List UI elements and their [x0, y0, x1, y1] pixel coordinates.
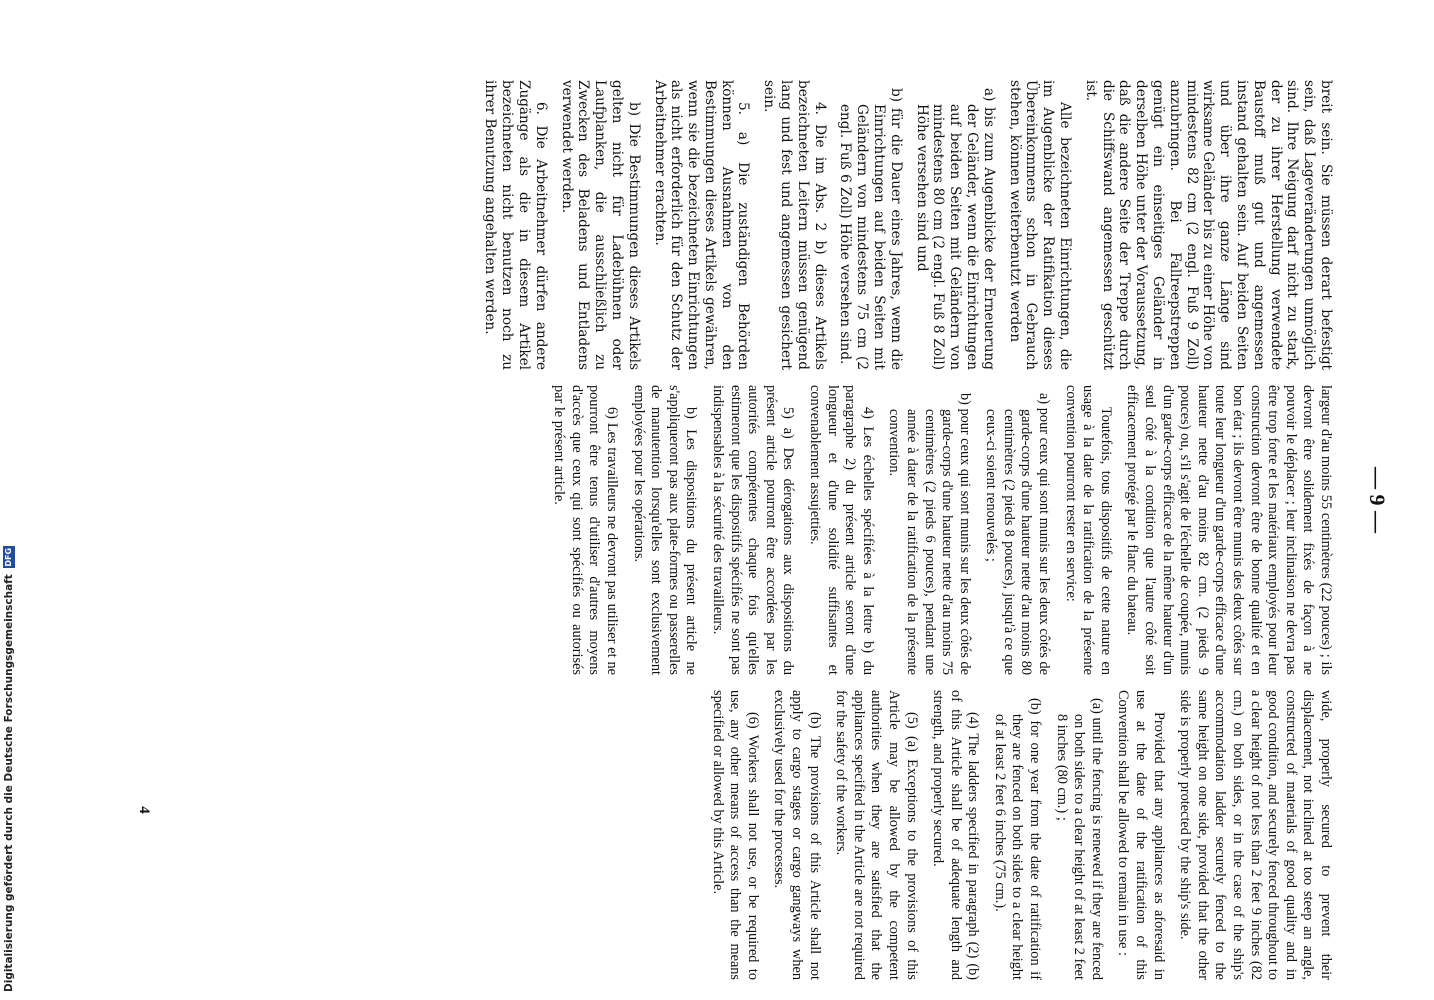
english-list-item: (b) for one year from the date of ratification if they are fenced on both sides to a clear height of at least 2 feet 6 inches (75 cm.).: [991, 698, 1044, 980]
french-paragraph: largeur d'au moins 55 centimètres (22 pouces) ; ils devront être solidement fixés de façon à ne pouvoir le déplacer ; leur inclinaison ne devra pas être trop forte et les matériaux employés pour leur construction devront être de bonne qualité et en bon état ; ils devront être munis des deux côtés sur toute leur longueur d'un garde-corps efficace d'une hauteur nette d'au moins 82 cm. (2 pieds 9 pouces) ou, s'il s'agit de l'échelle de coupée, munis d'un garde-corps efficace de la même hauteur d'un seul côté à la condition que l'autre côté soit efficacement protégé par le flanc du bateau.: [1124, 385, 1334, 675]
signature-mark: 4: [136, 806, 152, 814]
french-paragraph: 5) a) Des dérogations aux dispositions du présent article pourront être accordées par les autorités compétentes chaque fois qu'elles estimeront que les dispositifs spécifiés ne sont pas indispensables à la sécurité des travailleurs.: [710, 385, 797, 675]
german-paragraph: 4. Die im Abs. 2 b) dieses Artikels bezeichneten Leitern müssen genügend lang und fest und angemessen gesichert sein.: [761, 80, 828, 370]
french-paragraph: 6) Les travailleurs ne devront pas utiliser et ne pourront être tenus d'utiliser d'autres moyens d'accès que ceux qui sont spécifiés ou autorisés par le présent article.: [551, 385, 621, 675]
english-paragraph: (6) Workers shall not use, or be required to use, any other means of access than the means specified or allowed by this Article.: [709, 690, 761, 980]
credit-text: Digitalisierung gefördert durch die Deutsche Forschungsgemeinschaft: [3, 574, 15, 992]
english-column: [699, 690, 1334, 980]
english-list-item: (a) until the fencing is renewed if they are fenced on both sides to a clear height of at least 2 feet 8 inches (80 cm.) ;: [1053, 698, 1105, 980]
german-paragraph: 5. a) Die zuständigen Behörden können Ausnahmen von den Bestimmungen dieses Artikels gewähren, wenn sie die bezeichneten Einrichtungen als nicht erforderlich für den Schutz der Arbeitnehmer erachten.: [651, 80, 752, 370]
german-paragraph: b) Die Bestimmungen dieses Artikels gelten nicht für Ladebühnen oder Laufplanken, die ausschließlich zu Zwecken des Beladens und Entladens verwendet werden.: [558, 80, 642, 370]
german-paragraph: 6. Die Arbeitnehmer dürfen andere Zugänge als die in diesem Artikel bezeichneten nicht benutzen noch zu ihrer Benutzung angehalten werden.: [482, 80, 549, 370]
french-paragraph: Toutefois, tous dispositifs de cette nature en usage à la date de la ratification de la présente convention pourront rester en service:: [1062, 385, 1114, 675]
german-list-item: a) bis zum Augenblicke der Erneuerung der Geländer, wenn die Einrichtungen auf beiden Seiten mit Geländern von mindestens 80 cm (2 engl. Fuß 8 Zoll) Höhe versehen sind und: [913, 88, 997, 370]
english-paragraph: (b) The provisions of this Article shall not apply to cargo stages or cargo gangways when exclusively used for the processes.: [771, 690, 823, 980]
english-paragraph: wide, properly secured to prevent their displacement, not inclined at too steep an angle, constructed of materials of good quality and in good condition, and securely fenced throughout to a clear height of not less than 2 feet 9 inches (82 cm.) on both sides, or in the case of the ship's accommodation ladder securely fenced to the same height on one side, provided that the other side is properly protected by the ship's side.: [1177, 690, 1334, 980]
german-paragraph: breit sein. Sie müssen derart befestigt sein, daß Lageveränderungen unmöglich sind. Ihre Neigung darf nicht zu stark, der zu ihrer Herstellung verwendete Baustoff muß gut und angemessen instand gehalten sein. Auf beiden Seiten und über ihre ganze Länge sind wirksame Geländer bis zu einer Höhe von mindestens 82 cm (2 engl. Fuß 9 Zoll) anzubringen. Bei Fallreepstreppen genügt ein einseitiges Geländer in derselben Höhe unter der Voraussetzung, daß die andere Seite der Treppe durch die Schiffswand angemessen geschützt ist.: [1082, 80, 1334, 370]
digitization-credit: [0, 0, 18, 1000]
german-list-item: b) für die Dauer eines Jahres, wenn die Einrichtungen auf beiden Seiten mit Geländern von mindestens 75 cm (2 engl. Fuß 6 Zoll) Höhe versehen sind.: [837, 88, 904, 370]
french-column: [541, 385, 1334, 675]
dfg-logo-icon: DFG: [4, 547, 13, 567]
french-paragraph: 4) Les échelles spécifiées à la lettre b) du paragraphe 2) du présent article seront d'une longueur et d'une solidité suffisantes et convenablement assujetties.: [806, 385, 876, 675]
english-paragraph: (4) The ladders specified in paragraph (2) (b) of this Article shall be of adequate length and strength, and properly secured.: [930, 690, 982, 980]
german-paragraph: Alle bezeichneten Einrichtungen, die im Augenblicke der Ratifikation dieses Übereinkommens schon in Gebrauch stehen, können weiterbenutzt werden: [1006, 80, 1074, 370]
english-paragraph: (5) (a) Exceptions to the provisions of this Article may be allowed by the competent authorities when they are satisfied that the appliances specified in the Article are not required for the safety of the workers.: [833, 690, 920, 980]
german-column: [473, 80, 1334, 370]
french-paragraph: b) Les dispositions du présent article ne s'appliqueront pas aux plate-formes ou passerelles de manutention lorsqu'elles sont exclusivement employées pour les opérations.: [630, 385, 700, 675]
french-list-item: a) pour ceux qui sont munis sur les deux côtés de garde-corps d'une hauteur nette d'au moins 80 centimètres (2 pieds 8 pouces), jusqu'à ce que ceux-ci soient renouvelés ;: [983, 393, 1053, 675]
english-paragraph: Provided that any appliances as aforesaid in use at the date of the ratification of this Convention shall be allowed to remain in use :: [1115, 690, 1167, 980]
french-list-item: b) pour ceux qui sont munis sur les deux côtés de garde-corps d'une hauteur nette d'au moins 75 centimètres (2 pieds 6 pouces), pendant une année à dater de la ratification de la présente convention.: [886, 393, 973, 675]
page-number: — 9 —: [1365, 467, 1390, 533]
